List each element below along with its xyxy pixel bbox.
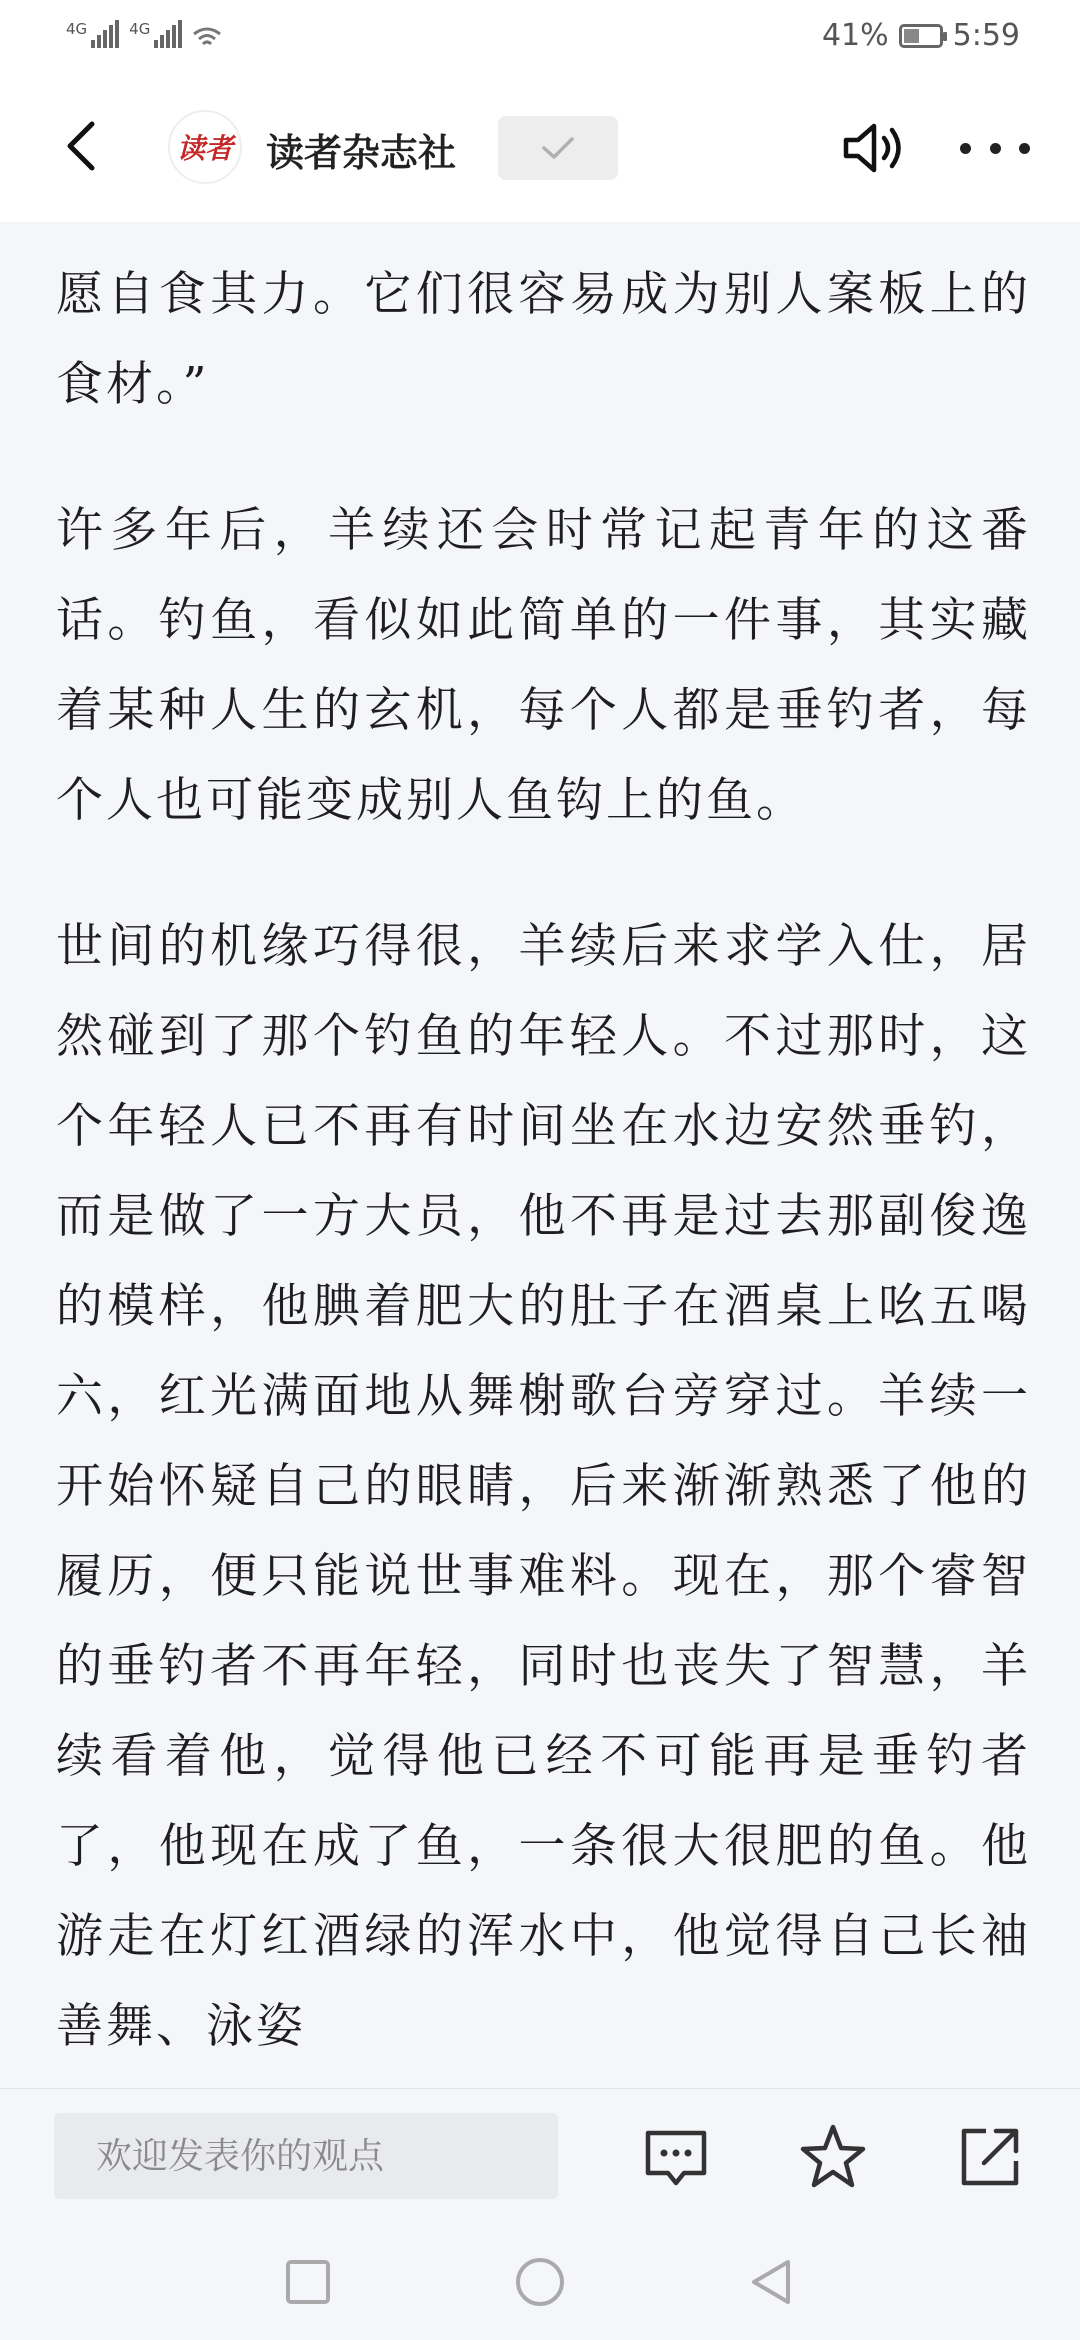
star-icon[interactable] bbox=[797, 2121, 869, 2193]
system-navigation-bar bbox=[0, 2218, 1080, 2340]
account-name[interactable]: 读者杂志社 bbox=[266, 133, 457, 175]
paragraph-text: 世间的机缘巧得很，羊续后来求学入仕，居然碰到了那个钓鱼的年轻人。不过那时，这个年轻人已不再有时间坐在水边安然垂钓，而是做了一方大员，他不再是过去那副俊逸的模样，他腆着肥大的肚子在酒桌上吆五喝六，红光满面地从舞榭歌台旁穿过。羊续一开始怀疑自己的眼睛，后来渐渐熟悉了他的履历，便只能说世事难料。现在，那个睿智的垂钓者不再年轻，同时也丧失了智慧，羊续看着他，觉得他已经不可能再是垂钓者了，他现在成了鱼，一条很大很肥的鱼。他游走在灯红酒绿的浑水中，他觉得自己长袖善舞、泳姿 bbox=[56, 919, 1031, 2054]
battery-percent: 41% bbox=[821, 18, 889, 53]
signal-icon-2 bbox=[129, 20, 182, 48]
comment-icon[interactable] bbox=[640, 2121, 712, 2193]
share-icon[interactable] bbox=[954, 2121, 1026, 2193]
logo-text: 读者 bbox=[176, 132, 233, 165]
paragraph-text: 愿自食其力。它们很容易成为别人案板上的食材。” bbox=[56, 267, 1031, 412]
article-body bbox=[0, 222, 1080, 2088]
back-icon[interactable] bbox=[54, 116, 114, 176]
wifi-icon bbox=[192, 26, 222, 48]
home-circle-icon[interactable] bbox=[512, 2254, 568, 2310]
follow-button[interactable] bbox=[498, 116, 618, 180]
paragraph-2 bbox=[56, 486, 1031, 846]
comment-input[interactable] bbox=[54, 2113, 558, 2199]
battery-icon bbox=[899, 24, 943, 48]
back-triangle-icon[interactable] bbox=[744, 2254, 800, 2310]
network-label-2: 4G bbox=[129, 20, 151, 38]
article-header bbox=[0, 72, 1080, 222]
paragraph-1 bbox=[56, 250, 1031, 430]
recents-square-icon[interactable] bbox=[280, 2254, 336, 2310]
bottom-action-bar bbox=[0, 2088, 1080, 2219]
checkmark-icon bbox=[538, 133, 578, 163]
clock: 5:59 bbox=[952, 18, 1020, 53]
status-right bbox=[822, 18, 1020, 53]
signal-icon-1 bbox=[66, 20, 119, 48]
speaker-icon[interactable] bbox=[840, 118, 906, 178]
status-bar bbox=[0, 0, 1080, 72]
more-icon[interactable] bbox=[960, 136, 1030, 160]
account-logo[interactable] bbox=[168, 110, 242, 184]
status-left bbox=[66, 20, 222, 48]
paragraph-text: 许多年后，羊续还会时常记起青年的这番话。钓鱼，看似如此简单的一件事，其实藏着某种人生的玄机，每个人都是垂钓者，每个人也可能变成别人鱼钩上的鱼。 bbox=[56, 503, 1031, 828]
network-label-1: 4G bbox=[66, 20, 88, 38]
paragraph-3 bbox=[56, 902, 1031, 2072]
